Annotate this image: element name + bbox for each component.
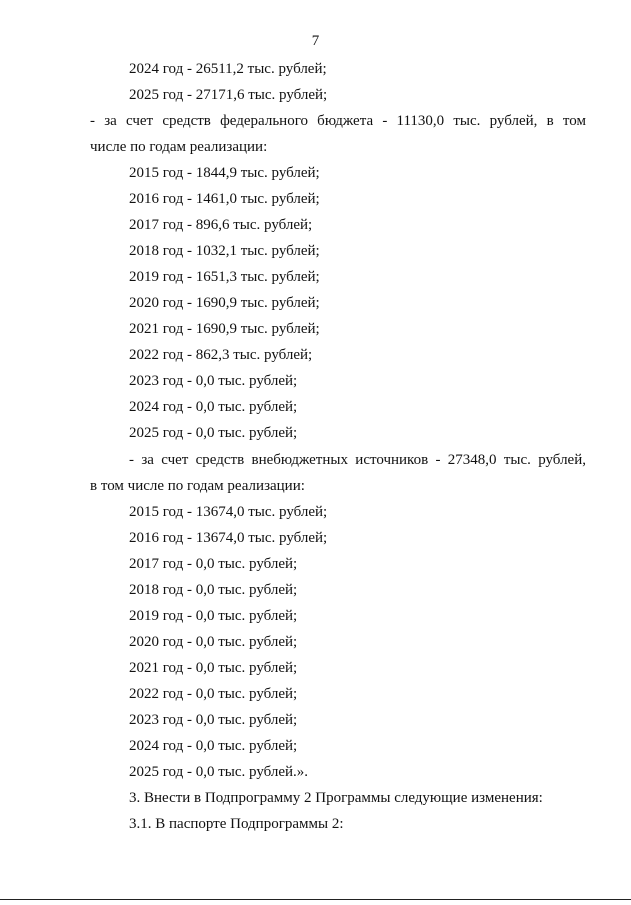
page-edge-divider	[0, 899, 631, 900]
text-line: 2016 год - 1461,0 тыс. рублей;	[129, 191, 320, 207]
text-line: 2021 год - 1690,9 тыс. рублей;	[129, 321, 320, 337]
text-line: - за счет средств федерального бюджета - 11130,0 тыс. рублей, в том	[90, 113, 586, 129]
text-line: 2015 год - 1844,9 тыс. рублей;	[129, 165, 320, 181]
text-line: 2025 год - 0,0 тыс. рублей.».	[129, 764, 309, 780]
text-line: 2019 год - 1651,3 тыс. рублей;	[129, 269, 320, 285]
text-line: числе по годам реализации:	[90, 139, 268, 155]
text-line: 2015 год - 13674,0 тыс. рублей;	[129, 504, 328, 520]
page-number: 7	[311, 33, 320, 49]
text-line: 2019 год - 0,0 тыс. рублей;	[129, 608, 298, 624]
text-line: 2024 год - 0,0 тыс. рублей;	[129, 399, 298, 415]
subsection-heading: 3.1. В паспорте Подпрограммы 2:	[129, 816, 344, 832]
text-line: 2025 год - 0,0 тыс. рублей;	[129, 425, 298, 441]
text-line: 2023 год - 0,0 тыс. рублей;	[129, 373, 298, 389]
text-line: 2022 год - 862,3 тыс. рублей;	[129, 347, 313, 363]
text-line: 2020 год - 0,0 тыс. рублей;	[129, 634, 298, 650]
text-line: 2017 год - 896,6 тыс. рублей;	[129, 217, 313, 233]
text-line: 2020 год - 1690,9 тыс. рублей;	[129, 295, 320, 311]
text-line: 2016 год - 13674,0 тыс. рублей;	[129, 530, 328, 546]
text-line: 2024 год - 26511,2 тыс. рублей;	[129, 61, 327, 77]
text-line: - за счет средств внебюджетных источников - 27348,0 тыс. рублей,	[129, 452, 586, 468]
text-line: 2017 год - 0,0 тыс. рублей;	[129, 556, 298, 572]
text-line: 2025 год - 27171,6 тыс. рублей;	[129, 87, 328, 103]
text-line: 2024 год - 0,0 тыс. рублей;	[129, 738, 298, 754]
text-line: 2018 год - 1032,1 тыс. рублей;	[129, 243, 320, 259]
text-line: в том числе по годам реализации:	[90, 478, 305, 494]
text-line: 2021 год - 0,0 тыс. рублей;	[129, 660, 298, 676]
text-line: 2023 год - 0,0 тыс. рублей;	[129, 712, 298, 728]
section-heading: 3. Внести в Подпрограмму 2 Программы следующие изменения:	[129, 790, 543, 806]
text-line: 2018 год - 0,0 тыс. рублей;	[129, 582, 298, 598]
text-line: 2022 год - 0,0 тыс. рублей;	[129, 686, 298, 702]
